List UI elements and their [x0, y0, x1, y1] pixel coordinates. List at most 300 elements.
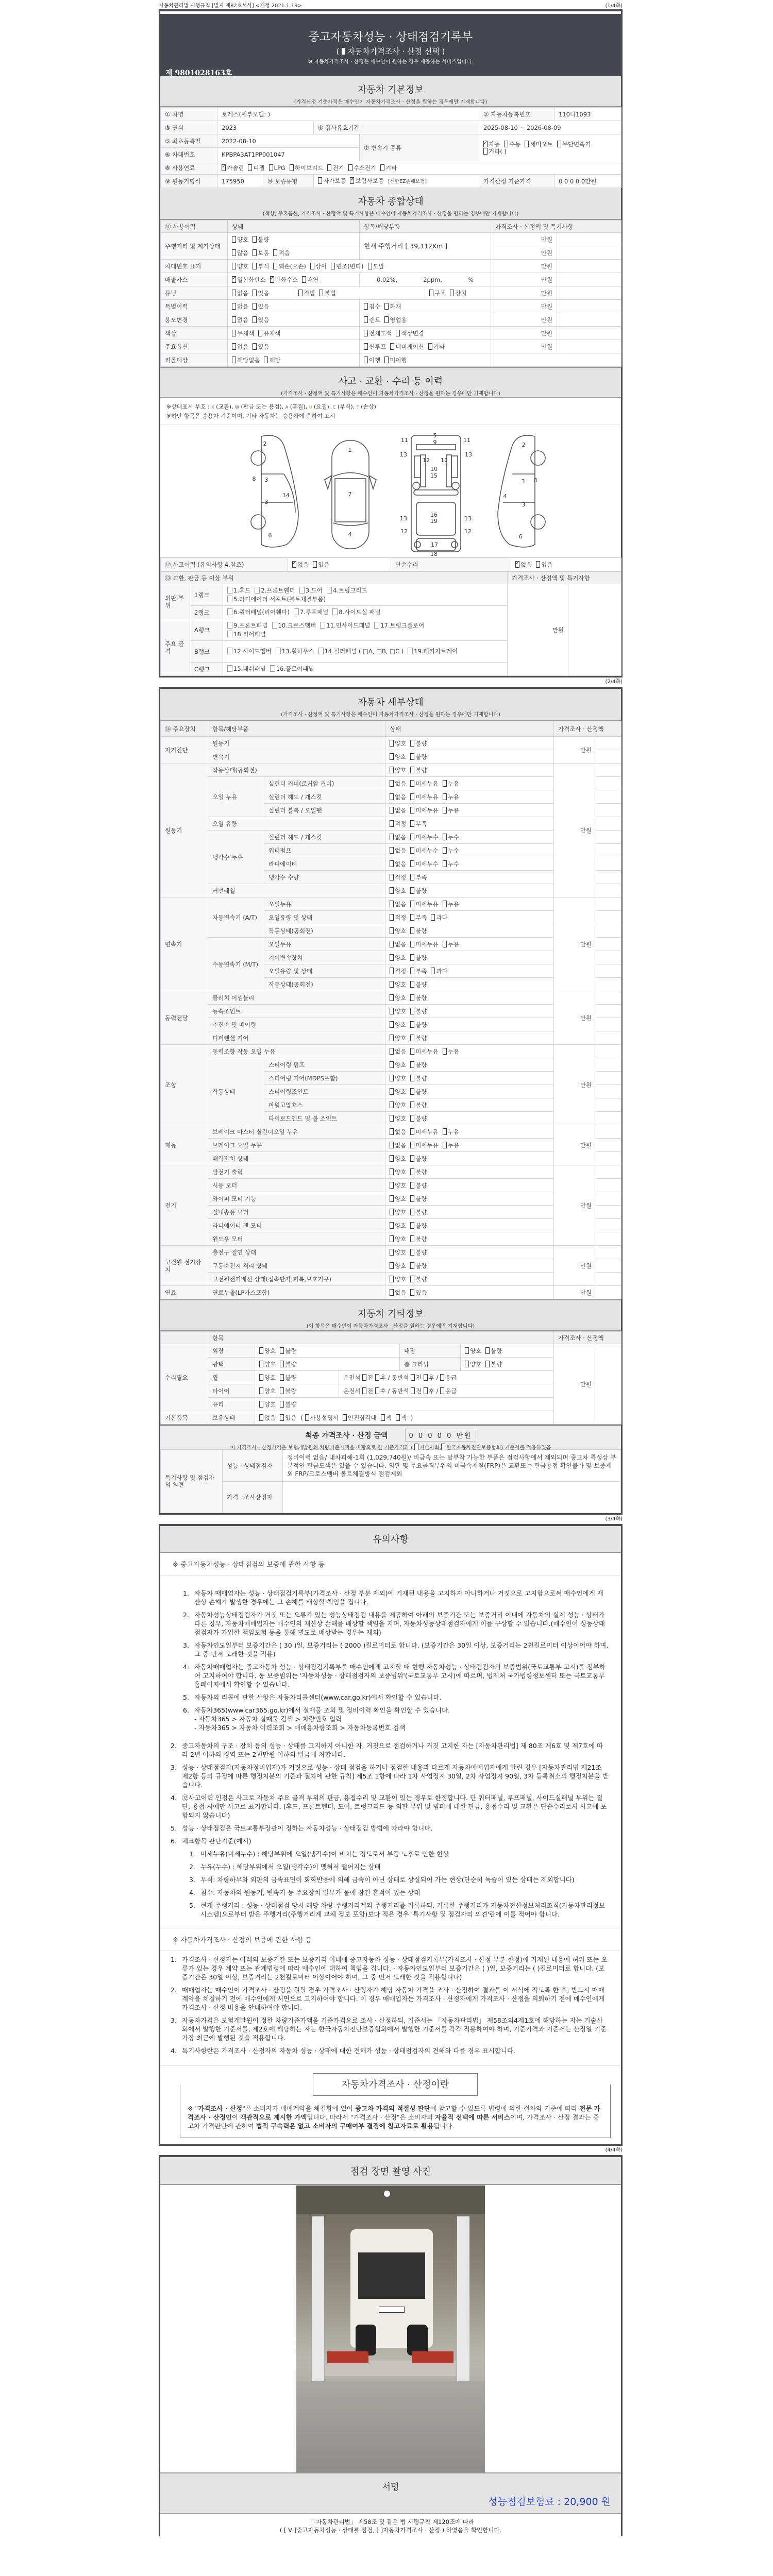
- checkbox[interactable]: [299, 587, 305, 594]
- checkbox[interactable]: [272, 622, 277, 629]
- checkbox[interactable]: [443, 847, 447, 854]
- checkbox-option[interactable]: [410, 767, 427, 774]
- checkbox-option[interactable]: [390, 1128, 406, 1136]
- checkbox-option[interactable]: [443, 834, 459, 841]
- checkbox-option[interactable]: [410, 753, 427, 760]
- checkbox[interactable]: [410, 1101, 414, 1108]
- checkbox[interactable]: [536, 561, 540, 568]
- checkbox[interactable]: [390, 1008, 394, 1014]
- checkbox[interactable]: [227, 631, 232, 637]
- checkbox[interactable]: [343, 1414, 347, 1421]
- checkbox-option[interactable]: [364, 343, 386, 350]
- checkbox[interactable]: [443, 941, 447, 947]
- checkbox-option[interactable]: [390, 767, 406, 774]
- checkbox-option[interactable]: [465, 1361, 481, 1368]
- checkbox-option[interactable]: [390, 847, 406, 854]
- checkbox[interactable]: [410, 1209, 414, 1215]
- checkbox[interactable]: [410, 767, 414, 773]
- checkbox-option[interactable]: [390, 740, 406, 747]
- checkbox[interactable]: [390, 1289, 394, 1296]
- checkbox[interactable]: [410, 1035, 414, 1041]
- checkbox[interactable]: [410, 1115, 414, 1122]
- checkbox[interactable]: [515, 561, 519, 568]
- checkbox[interactable]: [390, 1276, 394, 1282]
- checkbox-kadwa[interactable]: [441, 1444, 445, 1450]
- checkbox-option[interactable]: [390, 807, 406, 814]
- checkbox-option[interactable]: [350, 177, 384, 184]
- checkbox-option[interactable]: [390, 1155, 406, 1162]
- part-checkbox[interactable]: [318, 647, 404, 656]
- checkbox[interactable]: [390, 1235, 394, 1242]
- checkbox[interactable]: [280, 1374, 284, 1381]
- checkbox-option[interactable]: [280, 1361, 296, 1368]
- checkbox-option[interactable]: [331, 263, 363, 270]
- checkbox-option[interactable]: [259, 1374, 276, 1381]
- checkbox[interactable]: [375, 1387, 379, 1394]
- part-checkbox[interactable]: [299, 586, 323, 595]
- checkbox[interactable]: [390, 834, 394, 840]
- checkbox[interactable]: [390, 860, 394, 867]
- checkbox-option[interactable]: [390, 1075, 406, 1082]
- checkbox[interactable]: [364, 316, 368, 323]
- checkbox[interactable]: [232, 330, 236, 336]
- checkbox-option[interactable]: [450, 290, 466, 297]
- checkbox[interactable]: [269, 164, 273, 171]
- checkbox-option[interactable]: [264, 357, 280, 364]
- checkbox-option[interactable]: [381, 1414, 392, 1421]
- checkbox-option[interactable]: [232, 263, 248, 270]
- checkbox-option[interactable]: [410, 1276, 427, 1283]
- checkbox[interactable]: [305, 1414, 309, 1421]
- checkbox-option[interactable]: [248, 164, 264, 172]
- checkbox-option[interactable]: [222, 164, 244, 172]
- checkbox[interactable]: [410, 968, 414, 974]
- checkbox[interactable]: [410, 1235, 414, 1242]
- checkbox-option[interactable]: [390, 927, 406, 935]
- checkbox-option[interactable]: [364, 316, 380, 324]
- checkbox-option[interactable]: [443, 860, 459, 868]
- checkbox-option[interactable]: [390, 1182, 406, 1189]
- checkbox[interactable]: [227, 587, 232, 594]
- checkbox[interactable]: [504, 141, 508, 147]
- checkbox-option[interactable]: [410, 1155, 427, 1162]
- checkbox[interactable]: [331, 263, 335, 269]
- checkbox-option[interactable]: [273, 263, 306, 270]
- checkbox-option[interactable]: [348, 164, 376, 172]
- checkbox-option[interactable]: [443, 847, 459, 854]
- checkbox[interactable]: [364, 343, 368, 350]
- part-checkbox[interactable]: [408, 647, 458, 656]
- checkbox[interactable]: [374, 622, 379, 629]
- checkbox[interactable]: [443, 1142, 447, 1148]
- checkbox-option[interactable]: [259, 1361, 276, 1368]
- checkbox[interactable]: [362, 1374, 366, 1381]
- checkbox-option[interactable]: [410, 1128, 438, 1136]
- checkbox[interactable]: [390, 820, 394, 827]
- checkbox[interactable]: [290, 164, 294, 171]
- checkbox-option[interactable]: [232, 249, 248, 257]
- checkbox-option[interactable]: [280, 1387, 296, 1395]
- part-checkbox[interactable]: [227, 608, 290, 617]
- checkbox[interactable]: [410, 834, 414, 840]
- checkbox[interactable]: [227, 622, 232, 629]
- checkbox-option[interactable]: [410, 887, 427, 894]
- checkbox[interactable]: [390, 914, 394, 921]
- checkbox-option[interactable]: [410, 1088, 427, 1095]
- checkbox[interactable]: [390, 941, 394, 947]
- checkbox[interactable]: [270, 276, 274, 283]
- checkbox[interactable]: [227, 648, 232, 654]
- checkbox-option[interactable]: [290, 164, 324, 172]
- checkbox[interactable]: [390, 847, 394, 854]
- checkbox-option[interactable]: [410, 1048, 438, 1055]
- checkbox[interactable]: [410, 1128, 414, 1135]
- checkbox[interactable]: [350, 177, 354, 184]
- checkbox-option[interactable]: [310, 263, 327, 270]
- checkbox[interactable]: [253, 343, 257, 350]
- checkbox-option[interactable]: [298, 290, 315, 297]
- checkbox[interactable]: [410, 1048, 414, 1055]
- checkbox[interactable]: [259, 1387, 263, 1394]
- checkbox-option[interactable]: [232, 303, 248, 310]
- checkbox-option[interactable]: [410, 860, 438, 868]
- checkbox-option[interactable]: [390, 1195, 406, 1202]
- checkbox[interactable]: [443, 807, 447, 814]
- checkbox[interactable]: [390, 1088, 394, 1095]
- checkbox-option[interactable]: [443, 793, 459, 801]
- checkbox[interactable]: [294, 608, 299, 615]
- checkbox-option[interactable]: [280, 1347, 296, 1354]
- checkbox[interactable]: [276, 648, 281, 654]
- checkbox[interactable]: [327, 587, 332, 594]
- checkbox[interactable]: [319, 290, 323, 296]
- checkbox-option[interactable]: [410, 1235, 427, 1243]
- checkbox[interactable]: [410, 1008, 414, 1014]
- checkbox[interactable]: [390, 807, 394, 814]
- checkbox-engineers-society[interactable]: [414, 1444, 418, 1450]
- checkbox[interactable]: [410, 793, 414, 800]
- checkbox-option[interactable]: [280, 1401, 296, 1408]
- checkbox[interactable]: [424, 1374, 428, 1381]
- checkbox-option[interactable]: [390, 1276, 406, 1283]
- checkbox[interactable]: [390, 1021, 394, 1028]
- checkbox[interactable]: [248, 164, 252, 171]
- checkbox[interactable]: [396, 1414, 400, 1421]
- checkbox[interactable]: [557, 141, 561, 147]
- checkbox-option[interactable]: [259, 1401, 276, 1408]
- checkbox[interactable]: [431, 914, 435, 921]
- checkbox-option[interactable]: [313, 561, 329, 568]
- checkbox[interactable]: [384, 303, 389, 310]
- checkbox-option[interactable]: [390, 1209, 406, 1216]
- checkbox-option[interactable]: [364, 303, 380, 310]
- checkbox-option[interactable]: [410, 1008, 427, 1015]
- checkbox[interactable]: [443, 901, 447, 907]
- checkbox[interactable]: [390, 740, 394, 747]
- checkbox[interactable]: [410, 994, 414, 1001]
- checkbox-option[interactable]: [327, 164, 344, 172]
- checkbox[interactable]: [280, 1414, 284, 1421]
- checkbox[interactable]: [259, 1347, 263, 1354]
- checkbox-option[interactable]: [443, 780, 459, 787]
- part-checkbox[interactable]: [255, 586, 295, 595]
- part-checkbox[interactable]: [227, 665, 266, 673]
- checkbox[interactable]: [390, 780, 394, 787]
- checkbox-option[interactable]: [280, 1414, 296, 1421]
- checkbox-option[interactable]: [390, 1101, 406, 1109]
- checkbox-option[interactable]: [465, 1347, 481, 1354]
- checkbox[interactable]: [410, 1088, 414, 1095]
- checkbox[interactable]: [443, 860, 447, 867]
- checkbox[interactable]: [280, 1347, 284, 1354]
- checkbox-option[interactable]: [410, 1262, 427, 1269]
- checkbox-option[interactable]: [258, 330, 280, 337]
- checkbox[interactable]: [410, 1195, 414, 1202]
- checkbox[interactable]: [410, 740, 414, 747]
- checkbox-option[interactable]: [410, 994, 427, 1002]
- checkbox[interactable]: [483, 148, 488, 155]
- checkbox[interactable]: [410, 914, 414, 921]
- checkbox[interactable]: [232, 263, 236, 269]
- checkbox-option[interactable]: [390, 954, 406, 961]
- checkbox[interactable]: [410, 1155, 414, 1162]
- checkbox-option[interactable]: [253, 303, 269, 310]
- part-checkbox[interactable]: [374, 621, 424, 630]
- checkbox[interactable]: [485, 1347, 490, 1354]
- checkbox[interactable]: [410, 887, 414, 894]
- checkbox[interactable]: [410, 1142, 414, 1148]
- checkbox[interactable]: [232, 276, 236, 283]
- checkbox[interactable]: [390, 1209, 394, 1215]
- checkbox-option[interactable]: [410, 968, 427, 975]
- checkbox[interactable]: [253, 316, 257, 323]
- checkbox-option[interactable]: [259, 1414, 276, 1421]
- checkbox[interactable]: [375, 1374, 379, 1381]
- checkbox-option[interactable]: [390, 1021, 406, 1028]
- part-checkbox[interactable]: [227, 621, 268, 630]
- checkbox-option[interactable]: [429, 290, 446, 297]
- checkbox[interactable]: [390, 1195, 394, 1202]
- checkbox[interactable]: [364, 357, 368, 363]
- checkbox-option[interactable]: [390, 793, 406, 801]
- checkbox[interactable]: [440, 1387, 444, 1394]
- checkbox[interactable]: [410, 1276, 414, 1282]
- checkbox-option[interactable]: [431, 968, 447, 975]
- checkbox[interactable]: [410, 1182, 414, 1189]
- checkbox-option[interactable]: [410, 1222, 427, 1229]
- checkbox[interactable]: [410, 981, 414, 988]
- checkbox[interactable]: [232, 357, 236, 363]
- checkbox-option[interactable]: [504, 141, 520, 148]
- checkbox[interactable]: [253, 303, 257, 310]
- part-checkbox[interactable]: [320, 621, 370, 630]
- checkbox[interactable]: [410, 820, 414, 827]
- checkbox[interactable]: [390, 1128, 394, 1135]
- checkbox-option[interactable]: [232, 276, 266, 283]
- checkbox[interactable]: [410, 860, 414, 867]
- checkbox[interactable]: [318, 177, 322, 184]
- checkbox-option[interactable]: [443, 1128, 459, 1136]
- checkbox-option[interactable]: [443, 1048, 459, 1055]
- checkbox-option[interactable]: [410, 1249, 427, 1256]
- checkbox-option[interactable]: [390, 1088, 406, 1095]
- checkbox-option[interactable]: [390, 1168, 406, 1176]
- checkbox[interactable]: [390, 1262, 394, 1269]
- checkbox[interactable]: [408, 648, 413, 654]
- checkbox[interactable]: [259, 1361, 263, 1367]
- checkbox[interactable]: [410, 1168, 414, 1175]
- checkbox-option[interactable]: [390, 820, 406, 827]
- checkbox[interactable]: [485, 1361, 490, 1367]
- checkbox[interactable]: [384, 316, 389, 323]
- checkbox[interactable]: [525, 141, 529, 147]
- checkbox-option[interactable]: [410, 927, 427, 935]
- checkbox[interactable]: [390, 887, 394, 894]
- checkbox[interactable]: [390, 1101, 394, 1108]
- checkbox-option[interactable]: [485, 1361, 502, 1368]
- checkbox-option[interactable]: [253, 343, 269, 350]
- checkbox[interactable]: [280, 1401, 284, 1408]
- checkbox[interactable]: [362, 1387, 366, 1394]
- checkbox[interactable]: [431, 968, 435, 974]
- checkbox-option[interactable]: [270, 276, 298, 283]
- checkbox-option[interactable]: [410, 1115, 427, 1122]
- checkbox-option[interactable]: [483, 141, 500, 148]
- checkbox-option[interactable]: [390, 1035, 406, 1042]
- checkbox[interactable]: [410, 1075, 414, 1081]
- selection-checkbox[interactable]: [342, 48, 345, 55]
- checkbox[interactable]: [410, 901, 414, 907]
- part-checkbox[interactable]: [294, 608, 328, 617]
- part-checkbox[interactable]: [276, 647, 314, 656]
- checkbox[interactable]: [390, 1035, 394, 1041]
- checkbox[interactable]: [380, 164, 384, 171]
- checkbox[interactable]: [381, 1414, 385, 1421]
- checkbox-option[interactable]: [431, 914, 447, 921]
- checkbox-option[interactable]: [390, 1048, 406, 1055]
- checkbox[interactable]: [390, 1075, 394, 1081]
- checkbox-option[interactable]: [410, 1021, 427, 1028]
- checkbox[interactable]: [390, 901, 394, 907]
- checkbox-option[interactable]: [443, 807, 459, 814]
- checkbox[interactable]: [465, 1361, 469, 1367]
- checkbox-option[interactable]: [390, 1061, 406, 1069]
- checkbox[interactable]: [450, 290, 454, 296]
- checkbox[interactable]: [483, 141, 488, 147]
- checkbox-option[interactable]: [390, 1289, 406, 1296]
- checkbox-option[interactable]: [396, 330, 424, 337]
- checkbox-option[interactable]: [305, 1414, 339, 1421]
- checkbox-option[interactable]: [384, 303, 401, 310]
- checkbox[interactable]: [273, 263, 277, 269]
- part-checkbox[interactable]: [270, 665, 314, 673]
- checkbox-option[interactable]: [390, 834, 406, 841]
- checkbox-option[interactable]: [380, 164, 397, 172]
- checkbox-option[interactable]: [384, 357, 407, 364]
- checkbox-option[interactable]: [390, 1235, 406, 1243]
- checkbox[interactable]: [390, 1048, 394, 1055]
- checkbox[interactable]: [390, 1061, 394, 1068]
- checkbox-option[interactable]: [410, 834, 438, 841]
- checkbox[interactable]: [280, 1387, 284, 1394]
- checkbox-option[interactable]: [232, 343, 248, 350]
- checkbox[interactable]: [465, 1347, 469, 1354]
- checkbox-option[interactable]: [410, 1142, 438, 1149]
- checkbox-option[interactable]: [253, 263, 269, 270]
- checkbox[interactable]: [443, 1128, 447, 1135]
- checkbox[interactable]: [440, 1374, 444, 1381]
- checkbox[interactable]: [443, 793, 447, 800]
- checkbox-option[interactable]: [390, 901, 406, 908]
- checkbox[interactable]: [390, 1168, 394, 1175]
- checkbox-option[interactable]: [410, 981, 427, 988]
- checkbox-option[interactable]: [410, 847, 438, 854]
- checkbox-option[interactable]: [259, 1347, 276, 1354]
- checkbox[interactable]: [298, 290, 303, 296]
- checkbox-option[interactable]: [269, 164, 285, 172]
- checkbox[interactable]: [410, 807, 414, 814]
- checkbox[interactable]: [390, 927, 394, 934]
- checkbox[interactable]: [259, 1374, 263, 1381]
- checkbox[interactable]: [364, 330, 368, 336]
- checkbox-option[interactable]: [253, 249, 269, 257]
- checkbox-option[interactable]: [364, 357, 380, 364]
- checkbox-option[interactable]: [390, 1262, 406, 1269]
- checkbox[interactable]: [310, 263, 314, 269]
- checkbox[interactable]: [259, 1401, 263, 1408]
- checkbox-option[interactable]: [443, 941, 459, 948]
- checkbox[interactable]: [396, 330, 400, 336]
- checkbox-option[interactable]: [410, 1195, 427, 1202]
- part-checkbox[interactable]: [332, 608, 380, 617]
- part-checkbox[interactable]: [227, 595, 326, 604]
- checkbox-option[interactable]: [410, 941, 438, 948]
- checkbox[interactable]: [227, 665, 232, 672]
- checkbox[interactable]: [443, 1048, 447, 1055]
- checkbox-option[interactable]: [536, 561, 552, 568]
- checkbox[interactable]: [410, 780, 414, 787]
- checkbox-option[interactable]: [390, 1115, 406, 1122]
- checkbox[interactable]: [410, 927, 414, 934]
- checkbox-option[interactable]: [343, 1414, 377, 1421]
- checkbox[interactable]: [232, 343, 236, 350]
- checkbox-option[interactable]: [410, 820, 427, 827]
- checkbox-option[interactable]: [259, 1387, 276, 1395]
- part-checkbox[interactable]: [327, 586, 367, 595]
- checkbox-option[interactable]: [232, 290, 248, 297]
- checkbox-option[interactable]: [410, 807, 438, 814]
- part-checkbox[interactable]: [227, 647, 272, 656]
- checkbox-option[interactable]: [318, 177, 346, 184]
- checkbox-option[interactable]: [390, 1249, 406, 1256]
- checkbox[interactable]: [255, 587, 260, 594]
- checkbox[interactable]: [390, 793, 394, 800]
- checkbox[interactable]: [429, 290, 433, 296]
- checkbox[interactable]: [390, 981, 394, 988]
- checkbox-option[interactable]: [410, 780, 438, 787]
- checkbox[interactable]: [227, 608, 232, 615]
- checkbox[interactable]: [390, 968, 394, 974]
- checkbox-option[interactable]: [390, 860, 406, 868]
- checkbox[interactable]: [318, 648, 324, 654]
- checkbox-option[interactable]: [390, 1222, 406, 1229]
- checkbox[interactable]: [410, 954, 414, 961]
- checkbox-option[interactable]: [390, 343, 424, 350]
- checkbox-option[interactable]: [364, 330, 392, 337]
- checkbox[interactable]: [410, 847, 414, 854]
- checkbox[interactable]: [313, 561, 317, 568]
- checkbox-option[interactable]: [410, 954, 427, 961]
